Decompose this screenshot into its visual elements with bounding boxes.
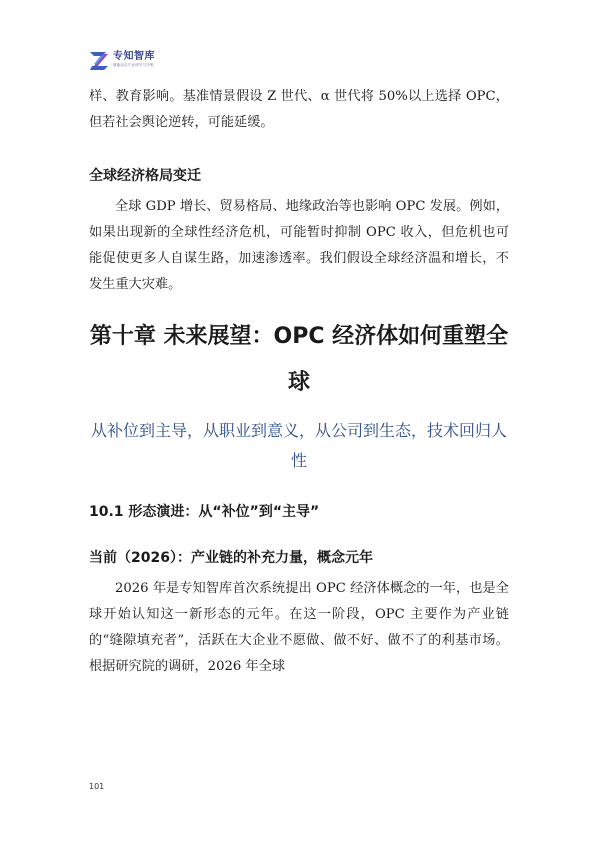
section-heading-10-1: 10.1 形态演进：从“补位”到“主导” [89, 504, 320, 520]
paragraph-current: 2026 年是专知智库首次系统提出 OPC 经济体概念的一年，也是全球开始认知这一新形态的元年。在这一阶段，OPC 主要作为产业链的“缝隙填充者”，活跃在大企业不愿做、做不好、做不了的利基市场。根据研究院的调研，2026 年全球 [89, 581, 509, 674]
chapter-title: 第十章 未来展望：OPC 经济体如何重塑全球 [89, 324, 509, 395]
chapter-subtitle: 从补位到主导，从职业到意义，从公司到生态，技术回归人性 [90, 421, 507, 470]
paragraph-global-economy: 全球 GDP 增长、贸易格局、地缘政治等也影响 OPC 发展。例如，如果出现新的全球性经济危机，可能暂时抑制 OPC 收入，但危机也可能促使更多人自谋生路，加速渗透率。我们假设全球经济温和增长，不发生重大灾难。 [89, 199, 509, 292]
logo-icon [88, 49, 110, 71]
paragraph-continued: 样、教育影响。基准情景假设 Z 世代、α 世代将 50%以上选择 OPC，但若社会舆论逆转，可能延缓。 [89, 89, 509, 130]
subsection-heading-current: 当前（2026）：产业链的补充力量，概念元年 [89, 550, 373, 566]
section-heading-global-economy: 全球经济格局变迁 [89, 168, 201, 184]
logo-name: 专知智库 [113, 51, 155, 63]
page-number: 101 [89, 782, 105, 791]
page-header [88, 48, 155, 72]
page-content [89, 84, 509, 680]
logo-tagline: 赋能前沿产业研究与决策 [113, 63, 154, 68]
logo-text [113, 52, 155, 68]
